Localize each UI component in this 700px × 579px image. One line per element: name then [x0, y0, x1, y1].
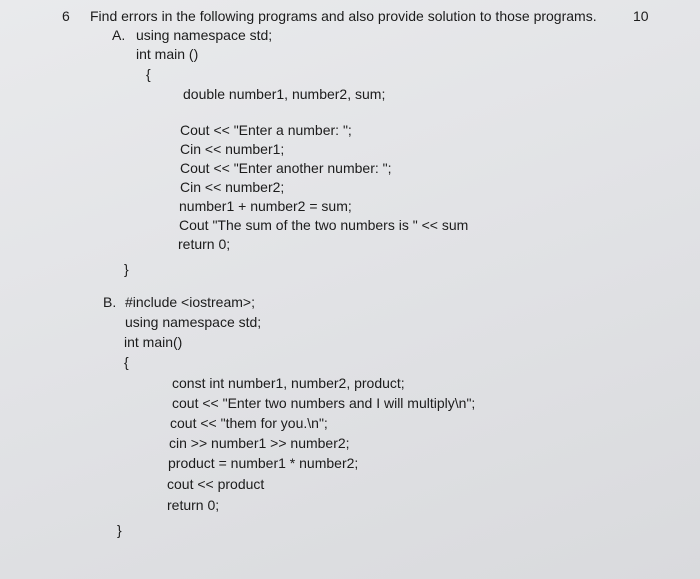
question-marks: 10 [633, 8, 649, 24]
part-b-line: int main() [124, 334, 183, 350]
part-b-line: #include <iostream>; [125, 294, 255, 310]
part-a-line: Cin << number1; [180, 141, 285, 157]
part-b-line: cout << product [167, 476, 265, 492]
part-a-line: Cout << "Enter another number: "; [180, 160, 392, 176]
question-prompt: Find errors in the following programs and also provide solution to those programs. [90, 8, 597, 24]
part-b-line: const int number1, number2, product; [172, 375, 405, 391]
part-b-label: B. [103, 294, 117, 310]
part-a-line: number1 + number2 = sum; [179, 198, 352, 214]
part-b-line: { [124, 354, 129, 370]
part-a-line: Cout << "Enter a number: "; [180, 122, 352, 138]
part-a-line: double number1, number2, sum; [183, 86, 386, 102]
part-b-line: using namespace std; [125, 314, 262, 330]
part-b-line: product = number1 * number2; [168, 455, 359, 471]
part-b-line: cin >> number1 >> number2; [169, 435, 350, 451]
part-a-line: using namespace std; [136, 27, 273, 43]
part-a-label: A. [112, 27, 126, 43]
question-number: 6 [62, 8, 70, 24]
part-a-line: { [146, 66, 151, 82]
part-a-line: Cin << number2; [180, 179, 285, 195]
part-b-line: cout << "them for you.\n"; [170, 415, 328, 431]
part-a-line: } [124, 261, 129, 277]
part-a-line: return 0; [178, 236, 231, 252]
part-b-line: return 0; [167, 497, 220, 513]
part-b-line: cout << "Enter two numbers and I will multiply\n"; [172, 395, 476, 411]
part-a-line: int main () [136, 46, 199, 62]
part-b-line: } [117, 522, 122, 538]
part-a-line: Cout "The sum of the two numbers is " << sum [179, 217, 469, 233]
